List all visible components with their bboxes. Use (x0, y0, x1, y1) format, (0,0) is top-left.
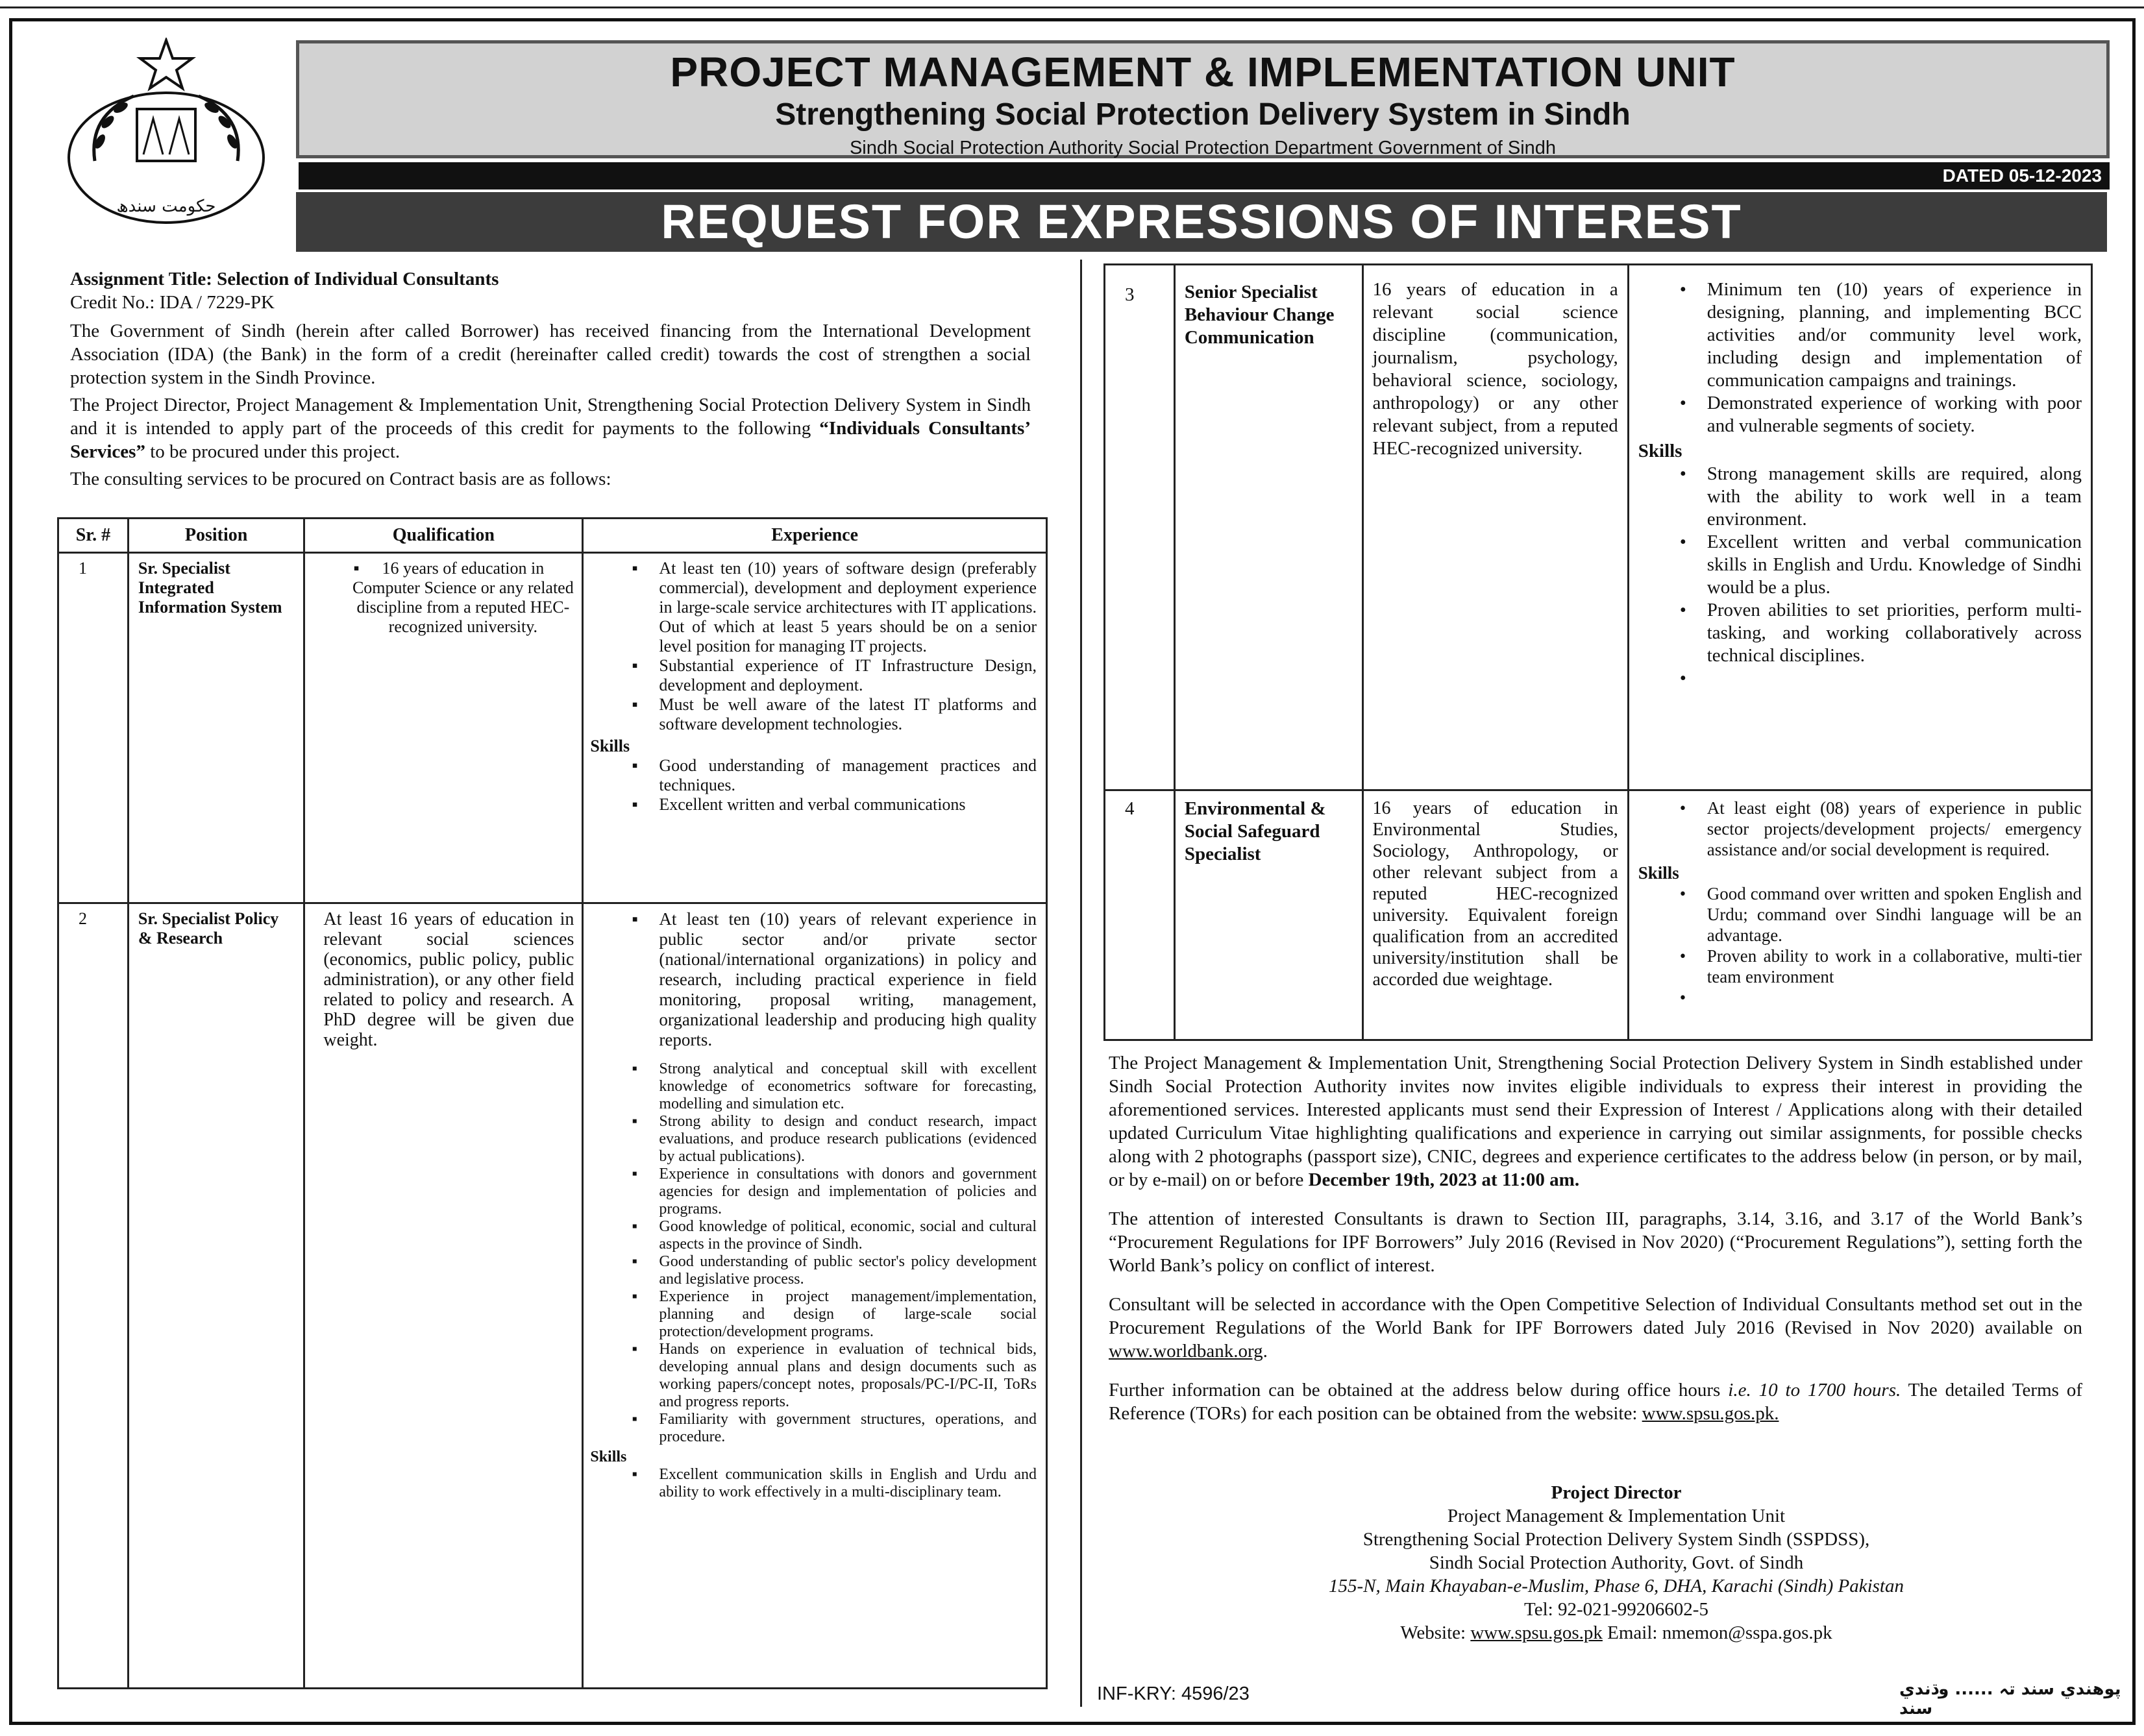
address: 155-N, Main Khayaban-e-Muslim, Phase 6, DHA, Karachi (Sindh) Pakistan (1328, 1576, 1904, 1596)
email-address[interactable]: nmemon@sspa.gos.pk (1662, 1622, 1832, 1643)
header-subtitle: Strengthening Social Protection Delivery System in Sindh (775, 97, 1631, 132)
col-qualification: Qualification (304, 519, 583, 553)
top-rule (0, 6, 2144, 8)
telephone: Tel: 92-021-99206602-5 (1524, 1599, 1708, 1620)
closing-paragraph-3: Consultant will be selected in accordance with the Open Competitive Selection of Individual Consultants method set out in the Procurement Regulations of the World Bank for IPF Borrowers dated July 2016 (Revised in Nov 2020) available on www.worldbank.org. (1109, 1294, 2082, 1362)
intro-paragraph-3: The consulting services to be procured on Contract basis are as follows: (70, 469, 611, 489)
table-header-row (58, 519, 1047, 553)
closing-paragraph-1: The Project Management & Implementation Unit, Strengthening Social Protection Delivery System in Sindh established under Sindh Social Protection Authority invites now invites eligible individuals to express their interest in providing the aforementioned services. Interested applicants must send their Expression of Interest / Applications along with their detailed updated Curriculum Vitae highlighting qualifications and experience in carrying out similar assignments, for possible checks along with 2 photographs (passport size), CNIC, degrees and experience certificates to the address below (in person, or by mail, or by e-mail) on or before December 19th, 2023 at 11:00 am. (1109, 1053, 2082, 1190)
table-row: 2 Sr. Specialist Policy & Research At least 16 years of education in relevant social sciences (economics, public policy, public administration), or any other field related to policy and research. A PhD degree will be given due weight. ▪ At least ten (10) years of relevant experience in public sector and/or private sector (national/international organizations) in policy and research, including practical experience in field monitoring, proposal writing, management, organizational leadership and producing high quality reports. ▪ Strong analytical and conceptual skill with excellent knowledge of econometrics software for forecasting, modelling and simulation etc. ▪ Strong ability to design and conduct research, impact evaluations, and produce research publications (evidenced by actual publications). ▪ Experience in consultations with donors and government agencies for design and implementation of policies and programs. ▪ Good knowledge of political, economic, social and cultural aspects in the province of Sindh. ▪ Good understanding of public sector's policy development and legislative process. ▪ Experience in project management/implementation, planning and design of large-scale social protection/development programs. ▪ Hands on experience in evaluation of technical bids, developing annual plans and design documents such as working papers/concept notes, proposals/PC-I/PC-II, ToRs and progress reports. ▪ Familiarity with government structures, operations, and procedure. Skills ▪ Excellent communication skills in English and Urdu and ability to work effectively in a multi-disciplinary team. (58, 903, 1047, 1689)
website-link[interactable]: www.spsu.gos.pk (1470, 1622, 1603, 1643)
contact-line: Website: www.spsu.gos.pk Email: nmemon@sspa.gos.pk (1400, 1622, 1832, 1643)
sindh-govt-logo (56, 38, 277, 232)
column-divider (1080, 260, 1082, 1707)
header-title: PROJECT MANAGEMENT & IMPLEMENTATION UNIT (670, 49, 1736, 95)
col-sr: Sr. # (58, 519, 129, 553)
col-experience: Experience (583, 519, 1047, 553)
dated-bar: DATED 05-12-2023 (299, 162, 2110, 189)
intro-paragraph-2: The Project Director, Project Management & Implementation Unit, Strengthening Social Protection Delivery System in Sindh and it is intended to apply part of the proceeds of this credit for payments to the following “Individuals Consultants’ Services” to be procured under this project. (70, 395, 1031, 462)
intro-section (70, 267, 1031, 495)
table-row: 3 Senior Specialist Behaviour Change Communication 16 years of education in a relevant social science discipline (communication, journalism, psychology, behavioral science, sociology, anthropology) or any other relevant subject, from a reputed HEC-recognized university. • Minimum ten (10) years of experience in designing, planning, and implementing BCC activities and/or community level work, including design and implementation of communication campaigns and trainings. • Demonstrated experience of working with poor and vulnerable segments of society. Skills • Strong management skills are required, along with the ability to work well in a team environment. • Excellent written and verbal communication skills in English and Urdu. Knowledge of Sindhi would be a plus. • Proven abilities to set priorities, perform multi-tasking, and working collaboratively across technical disciplines. (1105, 265, 2092, 790)
spsu-link[interactable]: www.spsu.gos.pk. (1642, 1403, 1779, 1424)
logo-caption: حکومت سندھ (116, 197, 216, 216)
header-box (296, 40, 2110, 158)
closing-paragraph-2: The attention of interested Consultants is drawn to Section III, paragraphs, 3.14, 3.16, and 3.17 of the World Bank’s “Procurement Regulations for IPF Borrowers” July 2016 (Revised in Nov 2020) (“Procurement Regulations”), setting forth the World Bank’s policy on conflict of interest. (1109, 1208, 2082, 1276)
reference-number: INF-KRY: 4596/23 (1097, 1683, 1250, 1704)
table-row: 1 Sr. Specialist Integrated Information System ▪ 16 years of education in Computer Science or any related discipline from a reputed HEC-recognized university. ▪ At least ten (10) years of software design (preferably commercial), development and deployment experience in large-scale service architectures with IT applications. Out of which at least 5 years should be on a senior level position for managing IT projects. ▪ Substantial experience of IT Infrastructure Design, development and deployment. ▪ Must be well aware of the latest IT platforms and software development technologies. Skills ▪ Good understanding of management practices and techniques. ▪ Excellent written and verbal communications (58, 553, 1047, 903)
table-row: 4 Environmental & Social Safeguard Specialist 16 years of education in Environmental Studies, Sociology, Anthropology, or other relevant subject from a reputed HEC-recognized university. Equivalent foreign qualification from an accredited university/institution shall be accorded due weightage. • At least eight (08) years of experience in public sector projects/development projects/ emergency assistance and/or social development is required. Skills • Good command over written and spoken English and Urdu; command over Sindhi language will be an advantage. • Proven ability to work in a collaborative, multi-tier team environment (1105, 790, 2092, 1040)
signature-block: Project Director Project Management & Implementation Unit Strengthening Social Protection Delivery System Sindh (SSPDSS), Sindh Social Protection Authority, Govt. of Sindh 155-N, Main Khayaban-e-Muslim, Phase 6, DHA, Karachi (Sindh) Pakistan Tel: 92-021-99206602-5 Website: www.spsu.gos.pk Email: nmemon@sspa.gos.pk (1233, 1481, 1999, 1644)
positions-table-left (57, 517, 1048, 1689)
closing-paragraph-4: Further information can be obtained at the address below during office hours i.e. 10 to 1700 hours. The detailed Terms of Reference (TORs) for each position can be obtained from the website: www.spsu.gos.pk. (1109, 1380, 2082, 1424)
header-org: Sindh Social Protection Authority Social Protection Department Government of Sindh (849, 138, 1557, 158)
star-icon (140, 40, 192, 88)
positions-table-right (1103, 263, 2093, 1041)
intro-paragraph-1: The Government of Sindh (herein after called Borrower) has received financing from the International Development Association (IDA) (the Bank) in the form of a credit (hereinafter called credit) towards the cost of strengthen a social protection system in the Sindh Province. (70, 321, 1031, 388)
credit-number: Credit No.: IDA / 7229-PK (70, 292, 275, 313)
page-banner: REQUEST FOR EXPRESSIONS OF INTEREST (296, 192, 2107, 252)
col-position: Position (128, 519, 304, 553)
urdu-footer-text: پوھندي سند تہ ...... وڌندي سند (1899, 1680, 2121, 1718)
assignment-title: Assignment Title: Selection of Individual Consultants (70, 269, 499, 289)
signatory-title: Project Director (1551, 1482, 1682, 1503)
worldbank-link[interactable]: www.worldbank.org (1109, 1341, 1263, 1362)
closing-section (1109, 1051, 2082, 1425)
